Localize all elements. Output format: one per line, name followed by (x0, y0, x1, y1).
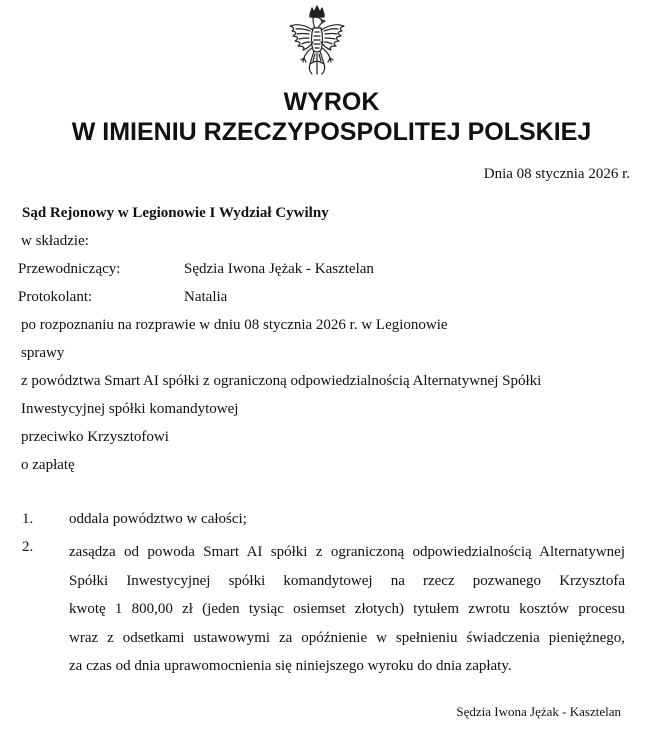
composition-role-clerk: Protokolant: (18, 289, 93, 305)
composition-name-clerk: Natalia (184, 289, 228, 305)
composition-label: w składzie: (21, 233, 89, 249)
ruling-text-block (69, 538, 625, 681)
composition-name-presiding: Sędzia Iwona Jężak - Kasztelan (184, 261, 374, 277)
ruling-text-line: za czas od dnia uprawomocnienia się niniejszego wyroku do dnia zapłaty. (69, 658, 512, 674)
document-subtitle: W IMIENIU RZECZYPOSPOLITEJ POLSKIEJ (71, 118, 592, 146)
case-line: przeciwko Krzysztofowi (21, 429, 169, 445)
case-line: z powództwa Smart AI spółki z ograniczoną odpowiedzialnością Alternatywnej Spółki (21, 373, 542, 389)
ruling-number: 1. (22, 511, 34, 527)
ruling-text-line: kwotę 1 800,00 zł (jeden tysiąc osiemset złotych) tytułem zwrotu kosztów procesu (69, 601, 625, 617)
polish-eagle-icon (286, 4, 348, 78)
document-title: WYROK (283, 88, 380, 116)
ruling-text: oddala powództwo w całości; (69, 511, 247, 527)
case-line: o zapłatę (21, 457, 75, 473)
composition-role-presiding: Przewodniczący: (18, 261, 121, 277)
judge-signature: Sędzia Iwona Jężak - Kasztelan (456, 704, 621, 719)
case-line: sprawy (21, 345, 65, 361)
ruling-number: 2. (22, 539, 34, 555)
ruling-text-line: Spółki Inwestycyjnej spółki komandytowej na rzecz pozwanego Krzysztofa (69, 572, 625, 589)
case-line: po rozpoznaniu na rozprawie w dniu 08 stycznia 2026 r. w Legionowie (21, 317, 448, 333)
case-line: Inwestycyjnej spółki komandytowej (21, 401, 239, 417)
ruling-text-line: wraz z odsetkami ustawowymi za opóźnienie w spełnieniu świadczenia pieniężnego, (69, 629, 625, 646)
court-name: Sąd Rejonowy w Legionowie I Wydział Cywilny (22, 205, 329, 221)
document-date: Dnia 08 stycznia 2026 r. (483, 166, 630, 182)
ruling-text-line: zasądza od powoda Smart AI spółki z ograniczoną odpowiedzialnością Alternatywnej (69, 544, 625, 560)
